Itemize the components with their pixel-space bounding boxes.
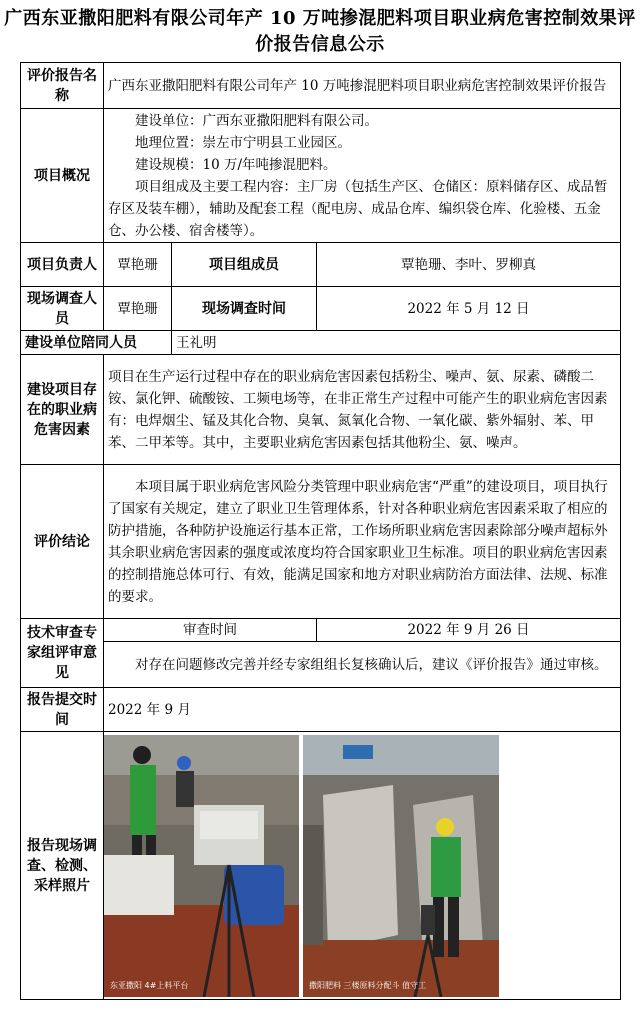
review-time-value: 2022 年 9 月 26 日	[317, 619, 621, 642]
conclusion-label: 评价结论	[21, 465, 104, 619]
escort-label: 建设单位陪同人员	[21, 331, 172, 355]
photo-strip	[104, 733, 620, 999]
submit-label: 报告提交时间	[21, 688, 104, 732]
overview-line: 建设单位：广西东亚撒阳肥料有限公司。	[135, 112, 378, 129]
overview-label: 项目概况	[21, 109, 104, 243]
photos-label: 报告现场调查、检测、采样照片	[21, 732, 104, 1000]
overview-content	[104, 109, 621, 243]
report-name-value: 广西东亚撒阳肥料有限公司年产 10 万吨掺混肥料项目职业病危害控制效果评价报告	[104, 63, 621, 109]
info-table	[20, 62, 621, 1000]
site-photo-1	[104, 735, 299, 997]
photo-caption: 撒阳肥料 三楼原料分配斗 值守工	[309, 980, 427, 990]
conclusion-text: 本项目属于职业病危害风险分类管理中职业病危害“严重”的建设项目，项目执行了国家有关规定，建立了职业卫生管理体系，针对各种职业病危害因素采取了相应的防护措施，各种防护设施运行基本正常，工作场所职业病危害因素除部分噪声超标外其余职业病危害因素的强度或浓度均符合国家职业卫生标准。项目的职业病危害因素的控制措施总体可行、有效，能满足国家和地方对职业病防治方面法律、法规、标准的要求。	[104, 465, 621, 619]
page-title: 广西东亚撒阳肥料有限公司年产 10 万吨掺混肥料项目职业病危害控制效果评价报告信息公示	[4, 8, 636, 55]
site-photo-1-image	[104, 735, 299, 997]
escort-value: 王礼明	[172, 331, 621, 355]
overview-line: 建设规模：10 万/年吨掺混肥料。	[135, 156, 337, 173]
review-time-label: 审查时间	[104, 619, 317, 642]
members-value: 覃艳珊、李叶、罗柳真	[317, 243, 621, 287]
survey-time-label: 现场调查时间	[172, 287, 317, 331]
overview-line: 地理位置：崇左市宁明县工业园区。	[135, 134, 351, 151]
survey-time-value: 2022 年 5 月 12 日	[317, 287, 621, 331]
photo-caption: 东亚撒阳 4#上料平台	[110, 980, 189, 990]
leader-label: 项目负责人	[21, 243, 104, 287]
review-label: 技术审查专家组评审意见	[21, 619, 104, 688]
leader-value: 覃艳珊	[104, 243, 172, 287]
review-opinion: 对存在问题修改完善并经专家组组长复核确认后，建议《评价报告》通过审核。	[104, 642, 621, 688]
overview-line: 项目组成及主要工程内容：主厂房（包括生产区、仓储区：原料储存区、成品暂存区及装车棚），辅助及配套工程（配电房、成品仓库、编织袋仓库、化验楼、五金仓、办公楼、宿舍楼等）。	[108, 178, 608, 239]
members-label: 项目组成员	[172, 243, 317, 287]
site-photo-2	[303, 735, 499, 997]
report-name-label: 评价报告名称	[21, 63, 104, 109]
submit-value: 2022 年 9 月	[104, 688, 621, 732]
site-photo-2-image	[303, 735, 499, 997]
hazards-text: 项目在生产运行过程中存在的职业病危害因素包括粉尘、噪声、氨、尿素、磷酸二铵、氯化钾、硫酸铵、工频电场等，在非正常生产过程中可能产生的职业病危害因素有：电焊烟尘、锰及其化合物、臭氧、氮氧化合物、一氧化碳、紫外辐射、苯、甲苯、二甲苯等。其中，主要职业病危害因素包括其他粉尘、氨、噪声。	[104, 355, 621, 465]
survey-label: 现场调查人员	[21, 287, 104, 331]
photos-cell	[104, 732, 621, 1000]
survey-value: 覃艳珊	[104, 287, 172, 331]
hazards-label: 建设项目存在的职业病危害因素	[21, 355, 104, 465]
